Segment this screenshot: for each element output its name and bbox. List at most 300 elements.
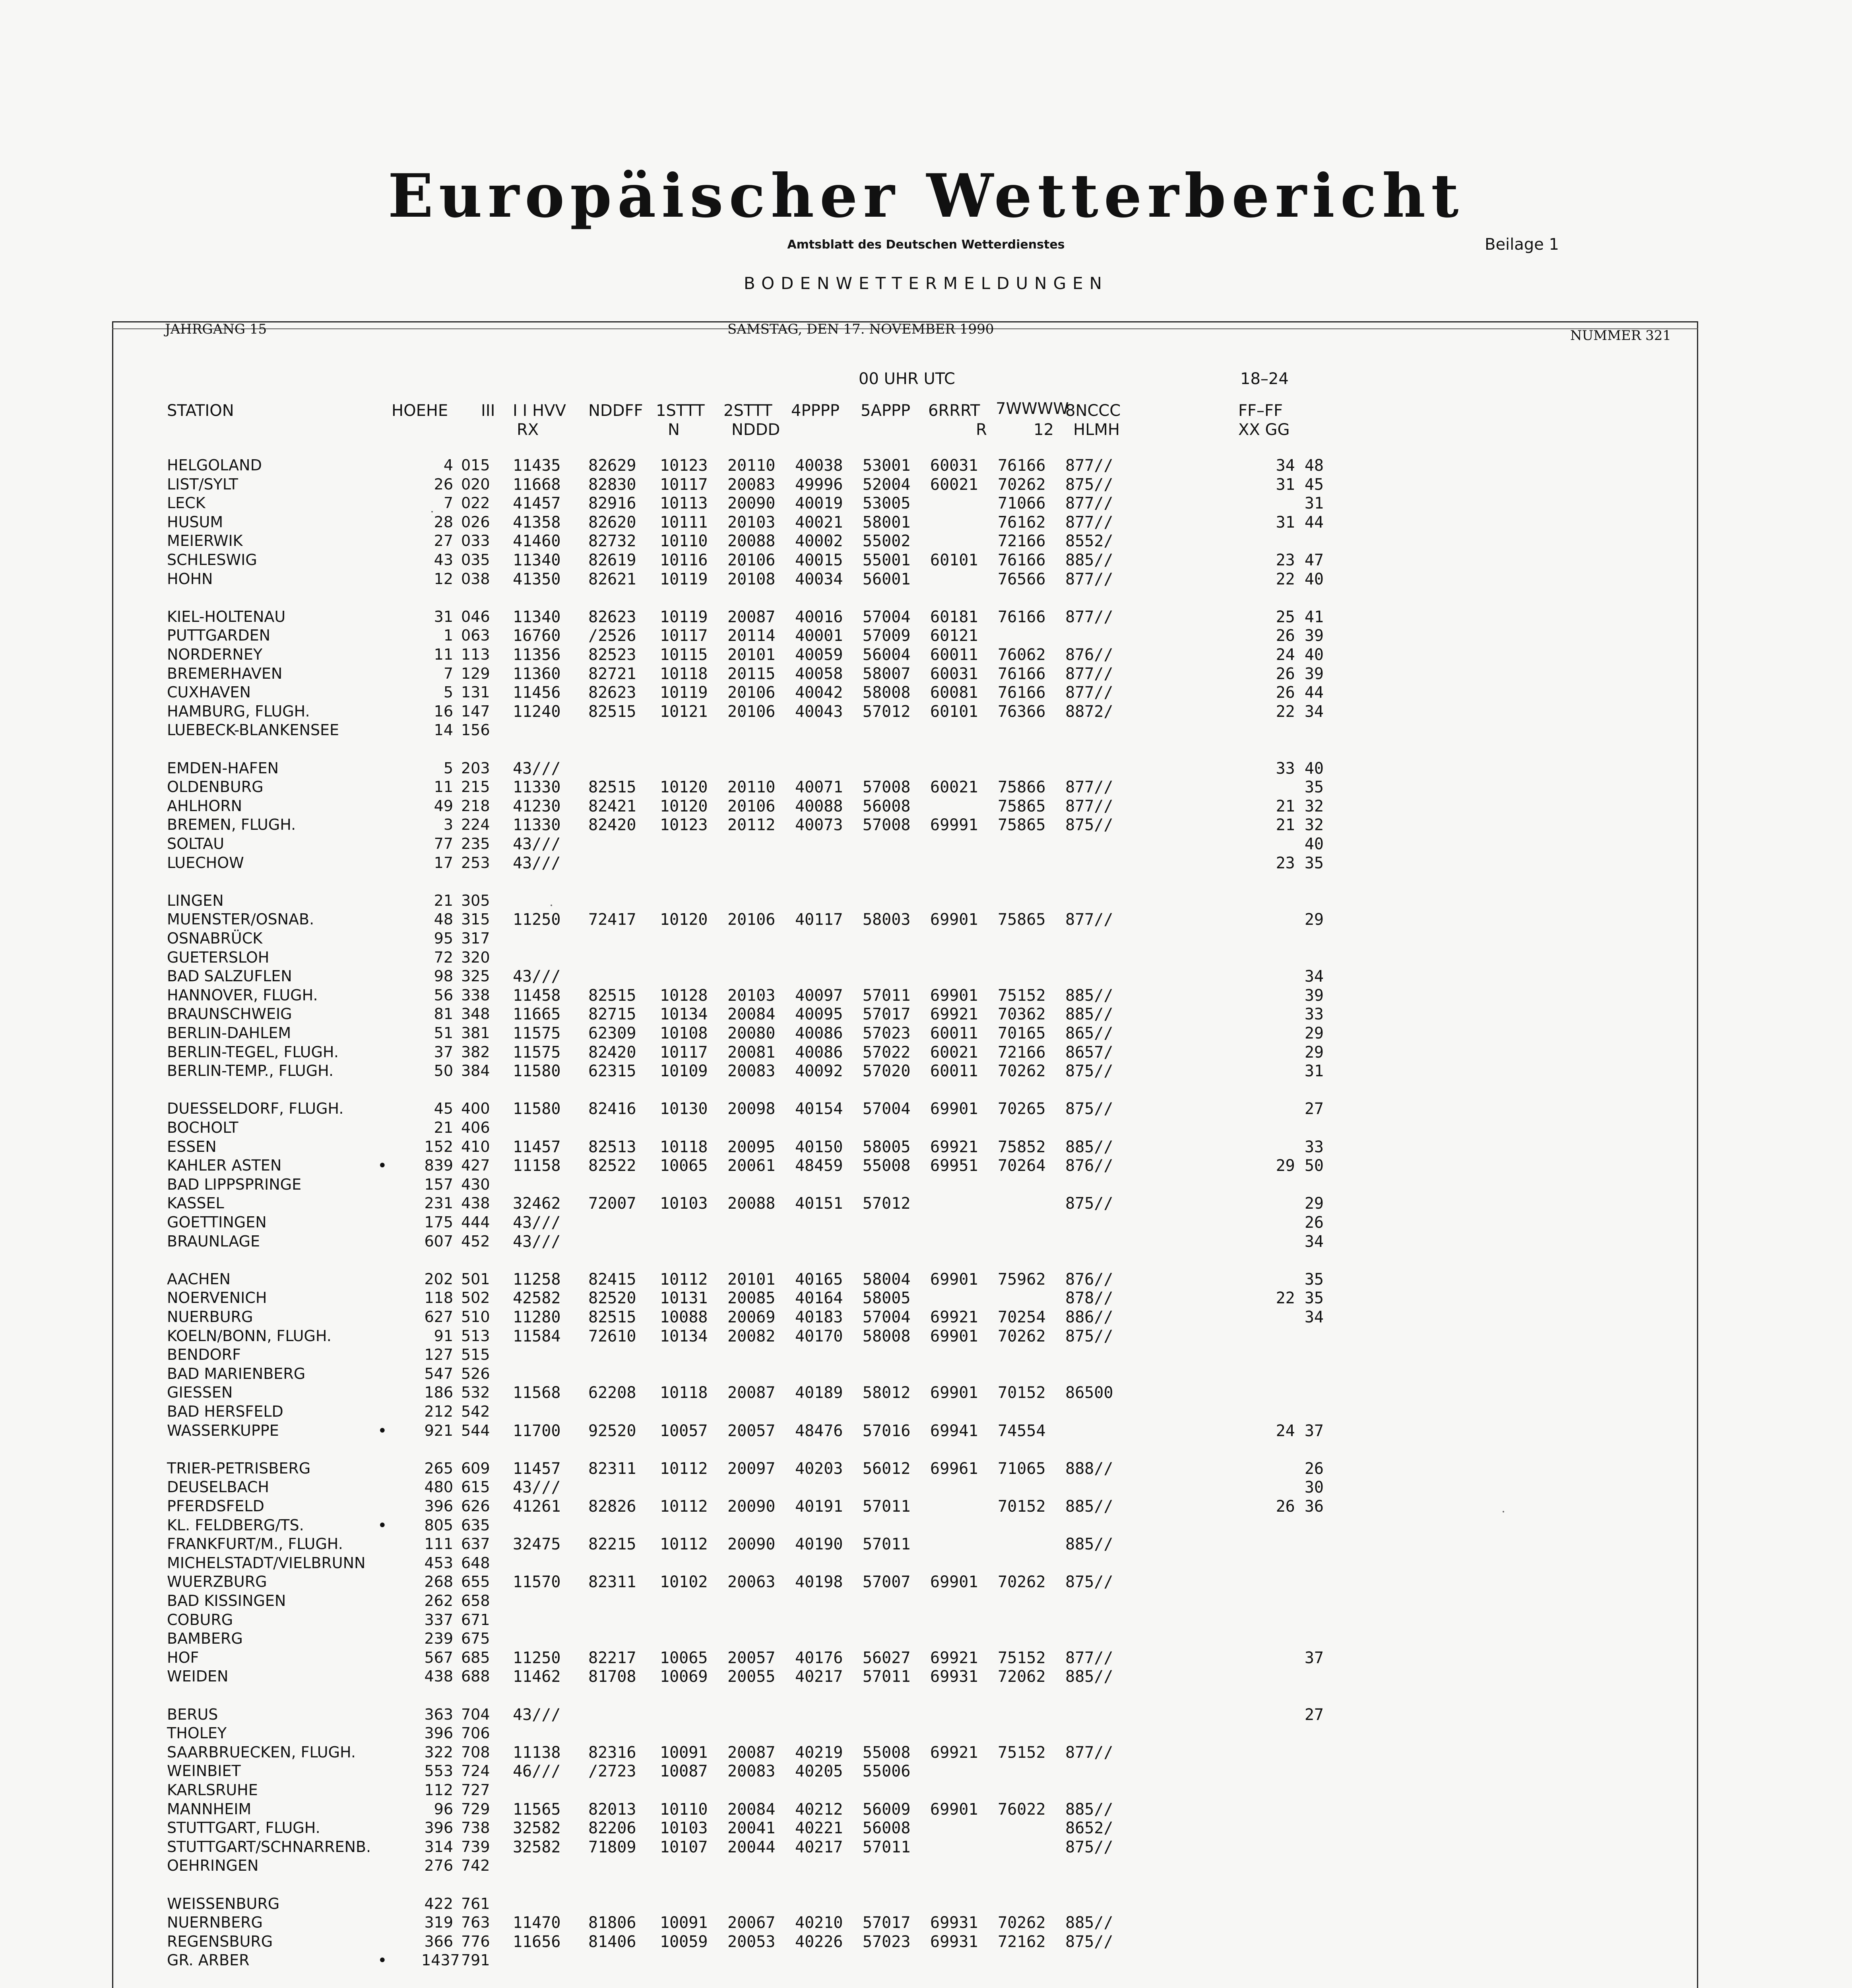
table-row (0, 703, 1852, 722)
station-name: LECK (167, 494, 206, 512)
table-row (0, 1933, 1852, 1952)
station-height: 627 (424, 1308, 453, 1326)
column-header-c2: NDDFF (588, 402, 643, 420)
table-row (0, 1592, 1852, 1611)
station-name: WUERZBURG (167, 1573, 267, 1590)
table-row (0, 1724, 1852, 1743)
obs-group-3: 10118 (660, 1384, 708, 1402)
station-index: 675 (461, 1630, 490, 1647)
obs-group-7: 60011 (930, 646, 978, 664)
table-row (0, 930, 1852, 949)
station-index: 658 (461, 1592, 490, 1609)
station-index: 038 (461, 570, 490, 588)
obs-group-1: 11457 (513, 1138, 561, 1156)
obs-group-7: 69901 (930, 1327, 978, 1345)
station-name: STUTTGART, FLUGH. (167, 1819, 320, 1837)
gust-value: 33 (1304, 1005, 1324, 1023)
column-header-c1a: I I HVV (513, 402, 566, 420)
station-name: THOLEY (167, 1724, 227, 1742)
column-header-c3a: 1STTT (656, 402, 705, 420)
station-name: WEIDEN (167, 1668, 229, 1685)
gust-value: 29 50 (1276, 1157, 1324, 1175)
obs-group-5: 40205 (795, 1762, 843, 1780)
obs-group-2: 82620 (588, 513, 636, 532)
obs-group-8: 76566 (998, 570, 1046, 588)
station-name: BAD LIPPSPRINGE (167, 1176, 302, 1193)
table-row (0, 1384, 1852, 1403)
table-row (0, 1611, 1852, 1630)
column-header-c7b: R (976, 421, 987, 439)
station-index: 315 (461, 911, 490, 928)
obs-group-6: 57008 (863, 778, 911, 796)
obs-group-6: 57011 (863, 1838, 911, 1856)
obs-group-5: 40086 (795, 1043, 843, 1062)
obs-group-9: 877// (1065, 797, 1113, 815)
obs-group-5: 40191 (795, 1497, 843, 1516)
obs-group-6: 57016 (863, 1422, 911, 1440)
table-row (0, 1233, 1852, 1252)
obs-group-8: 75865 (998, 816, 1046, 834)
station-index: 502 (461, 1289, 490, 1307)
station-height: 72 (434, 949, 453, 966)
obs-group-4: 20098 (727, 1100, 776, 1118)
obs-group-9: 885// (1065, 1138, 1113, 1156)
obs-group-1: 11575 (513, 1043, 561, 1062)
obs-group-6: 55001 (863, 551, 911, 569)
obs-group-3: 10123 (660, 456, 708, 475)
obs-group-2: 72417 (588, 911, 636, 929)
table-row (0, 494, 1852, 513)
gust-value: 30 (1304, 1478, 1324, 1497)
station-index: 381 (461, 1024, 490, 1042)
obs-group-8: 76062 (998, 646, 1046, 664)
station-name: BERLIN-DAHLEM (167, 1024, 291, 1042)
obs-group-8: 70264 (998, 1157, 1046, 1175)
station-name: FRANKFURT/M., FLUGH. (167, 1535, 343, 1553)
station-height: 265 (424, 1460, 453, 1477)
table-row (0, 759, 1852, 779)
obs-group-6: 57008 (863, 816, 911, 834)
obs-group-7: 69961 (930, 1460, 978, 1478)
table-row (0, 532, 1852, 551)
obs-group-2: 81806 (588, 1914, 636, 1932)
station-index: 727 (461, 1781, 490, 1799)
station-height: 17 (434, 854, 453, 872)
obs-group-8: 75152 (998, 1743, 1046, 1762)
obs-group-4: 20090 (727, 494, 776, 513)
gust-value: 31 45 (1276, 476, 1324, 494)
gust-value: 39 (1304, 986, 1324, 1005)
table-row (0, 835, 1852, 854)
table-row (0, 797, 1852, 816)
station-index: 739 (461, 1838, 490, 1856)
gust-value: 34 48 (1276, 456, 1324, 475)
gust-value: 23 47 (1276, 551, 1324, 569)
obs-group-6: 58005 (863, 1138, 911, 1156)
obs-group-8: 75852 (998, 1138, 1046, 1156)
column-header-c3b: N (668, 421, 680, 439)
station-index: 305 (461, 892, 490, 909)
obs-group-4: 20067 (727, 1914, 776, 1932)
obs-group-9: 877// (1065, 608, 1113, 626)
obs-group-5: 40086 (795, 1024, 843, 1043)
station-index: 022 (461, 494, 490, 512)
obs-group-3: 10088 (660, 1308, 708, 1326)
obs-group-7: 60121 (930, 627, 978, 645)
table-row (0, 1573, 1852, 1592)
station-name: WASSERKUPPE (167, 1422, 279, 1439)
obs-group-1: 43/// (513, 1233, 561, 1251)
station-index: 325 (461, 967, 490, 985)
column-header-ffa: FF–FF (1238, 402, 1283, 420)
gust-value: 24 40 (1276, 646, 1324, 664)
table-row (0, 1119, 1852, 1138)
obs-group-2: 62208 (588, 1384, 636, 1402)
station-height: 319 (424, 1914, 453, 1931)
obs-group-1: 41358 (513, 513, 561, 532)
table-row (0, 1762, 1852, 1781)
station-height: 12 (434, 570, 453, 588)
station-name: GIESSEN (167, 1384, 233, 1401)
obs-group-7: 69921 (930, 1743, 978, 1762)
obs-group-3: 10134 (660, 1005, 708, 1023)
table-row (0, 1157, 1852, 1176)
column-header-ffb: XX GG (1238, 421, 1290, 439)
column-header-c9a: 8NCCC (1065, 402, 1121, 420)
station-height: 77 (434, 835, 453, 852)
obs-group-9: 885// (1065, 986, 1113, 1005)
table-row (0, 1005, 1852, 1024)
obs-group-4: 20057 (727, 1649, 776, 1667)
table-row (0, 1554, 1852, 1573)
obs-group-9: 885// (1065, 551, 1113, 569)
table-row (0, 570, 1852, 589)
obs-group-4: 20083 (727, 1762, 776, 1780)
station-name: LUECHOW (167, 854, 244, 872)
obs-group-5: 40071 (795, 778, 843, 796)
obs-group-7: 60031 (930, 665, 978, 683)
station-height: 98 (434, 967, 453, 985)
obs-group-9: 877// (1065, 570, 1113, 588)
obs-group-4: 20106 (727, 551, 776, 569)
obs-group-6: 53001 (863, 456, 911, 475)
station-name: HOHN (167, 570, 213, 588)
obs-group-1: 11470 (513, 1914, 561, 1932)
station-name: SCHLESWIG (167, 551, 257, 569)
station-index: 742 (461, 1857, 490, 1874)
obs-group-5: 40183 (795, 1308, 843, 1326)
obs-group-2: 82916 (588, 494, 636, 513)
obs-group-5: 40095 (795, 1005, 843, 1023)
table-row (0, 476, 1852, 495)
obs-group-7: 69901 (930, 1100, 978, 1118)
obs-group-4: 20080 (727, 1024, 776, 1043)
column-header-iii: III (481, 402, 495, 420)
mountain-station-marker: • (378, 1157, 387, 1175)
obs-group-9: 875// (1065, 1573, 1113, 1591)
obs-group-1: 43/// (513, 854, 561, 872)
station-index: 348 (461, 1005, 490, 1023)
station-height: 314 (424, 1838, 453, 1856)
gust-value: 26 39 (1276, 665, 1324, 683)
obs-group-9: 8552/ (1065, 532, 1113, 550)
obs-group-1: 11580 (513, 1062, 561, 1080)
obs-group-3: 10112 (660, 1497, 708, 1516)
obs-group-8: 70262 (998, 1914, 1046, 1932)
station-index: 253 (461, 854, 490, 872)
gust-value: 35 (1304, 778, 1324, 796)
station-height: 21 (434, 892, 453, 909)
obs-group-2: 82522 (588, 1157, 636, 1175)
station-height: 111 (424, 1535, 453, 1553)
gust-value: 22 40 (1276, 570, 1324, 588)
column-header-c6: 5APPP (861, 402, 911, 420)
obs-group-9: 875// (1065, 1933, 1113, 1951)
obs-group-1: 41350 (513, 570, 561, 588)
obs-group-5: 40154 (795, 1100, 843, 1118)
obs-group-4: 20082 (727, 1327, 776, 1345)
obs-group-4: 20081 (727, 1043, 776, 1062)
station-index: 035 (461, 551, 490, 569)
station-height: 453 (424, 1554, 453, 1572)
station-name: BOCHOLT (167, 1119, 239, 1136)
station-height: 49 (434, 797, 453, 815)
station-index: 635 (461, 1516, 490, 1534)
station-name: GOETTINGEN (167, 1213, 267, 1231)
gust-value: 22 34 (1276, 703, 1324, 721)
station-height: 438 (424, 1668, 453, 1685)
station-index: 215 (461, 778, 490, 796)
station-index: 510 (461, 1308, 490, 1326)
station-height: 91 (434, 1327, 453, 1345)
obs-group-7: 60021 (930, 1043, 978, 1062)
station-height: 56 (434, 986, 453, 1004)
table-row (0, 1800, 1852, 1819)
obs-group-6: 58007 (863, 665, 911, 683)
obs-group-7: 69921 (930, 1005, 978, 1023)
obs-group-2: 82629 (588, 456, 636, 475)
column-header-c8a: 7WWWW (996, 400, 1069, 418)
obs-group-2: 82515 (588, 703, 636, 721)
obs-group-2: 82311 (588, 1460, 636, 1478)
obs-group-9: 885// (1065, 1497, 1113, 1516)
station-index: 063 (461, 627, 490, 644)
obs-group-1: 43/// (513, 759, 561, 778)
obs-group-6: 57004 (863, 1100, 911, 1118)
station-name: MEIERWIK (167, 532, 243, 549)
obs-group-5: 40151 (795, 1194, 843, 1213)
station-name: NORDERNEY (167, 646, 263, 663)
obs-group-4: 20041 (727, 1819, 776, 1837)
obs-group-3: 10120 (660, 778, 708, 796)
obs-group-5: 40097 (795, 986, 843, 1005)
obs-group-2: 82721 (588, 665, 636, 683)
station-index: 763 (461, 1914, 490, 1931)
gust-value: 29 (1304, 1024, 1324, 1043)
column-header-c8b: 12 (1034, 421, 1054, 439)
obs-group-4: 20103 (727, 513, 776, 532)
obs-group-8: 70254 (998, 1308, 1046, 1326)
obs-group-8: 76166 (998, 551, 1046, 569)
station-name: HUSUM (167, 513, 223, 531)
station-height: 27 (434, 532, 453, 549)
station-height: 152 (424, 1138, 453, 1155)
obs-group-4: 20106 (727, 797, 776, 815)
table-row (0, 646, 1852, 665)
obs-group-6: 58003 (863, 911, 911, 929)
station-name: PFERDSFELD (167, 1497, 264, 1515)
obs-group-1: 16760 (513, 627, 561, 645)
obs-group-6: 56008 (863, 797, 911, 815)
station-name: BREMERHAVEN (167, 665, 283, 682)
table-row (0, 1516, 1852, 1536)
obs-group-9: 877// (1065, 513, 1113, 532)
obs-group-5: 40059 (795, 646, 843, 664)
station-name: LIST/SYLT (167, 476, 238, 493)
station-height: 366 (424, 1933, 453, 1950)
obs-group-4: 20115 (727, 665, 776, 683)
station-height: 322 (424, 1743, 453, 1761)
obs-group-5: 40217 (795, 1668, 843, 1686)
table-row (0, 1422, 1852, 1441)
mountain-station-marker: • (378, 1422, 387, 1440)
table-row (0, 854, 1852, 873)
station-height: 363 (424, 1706, 453, 1723)
obs-group-2: 82826 (588, 1497, 636, 1516)
table-row (0, 1914, 1852, 1933)
obs-group-7: 60081 (930, 683, 978, 702)
obs-group-4: 20088 (727, 532, 776, 550)
station-index: 513 (461, 1327, 490, 1345)
obs-group-5: 40058 (795, 665, 843, 683)
gust-value: 29 (1304, 911, 1324, 929)
obs-group-4: 20114 (727, 627, 776, 645)
obs-group-2: 82515 (588, 778, 636, 796)
obs-group-9: 875// (1065, 476, 1113, 494)
station-index: 026 (461, 513, 490, 531)
station-height: 1 (443, 627, 453, 644)
obs-group-1: 32475 (513, 1535, 561, 1553)
obs-group-2: 82623 (588, 608, 636, 626)
obs-group-1: 11668 (513, 476, 561, 494)
obs-group-4: 20087 (727, 608, 776, 626)
obs-group-3: 10118 (660, 1138, 708, 1156)
station-index: 515 (461, 1346, 490, 1363)
table-row (0, 1213, 1852, 1233)
gust-value: 26 39 (1276, 627, 1324, 645)
obs-group-8: 70265 (998, 1100, 1046, 1118)
station-index: 400 (461, 1100, 490, 1117)
station-name: BERUS (167, 1706, 218, 1723)
obs-group-1: 11580 (513, 1100, 561, 1118)
obs-group-7: 60181 (930, 608, 978, 626)
obs-group-5: 40217 (795, 1838, 843, 1856)
obs-group-7: 60101 (930, 703, 978, 721)
station-index: 648 (461, 1554, 490, 1572)
obs-group-2: 82515 (588, 1308, 636, 1326)
obs-group-9: 877// (1065, 456, 1113, 475)
obs-group-4: 20106 (727, 911, 776, 929)
table-row (0, 551, 1852, 570)
obs-group-2: 72610 (588, 1327, 636, 1345)
obs-group-3: 10117 (660, 476, 708, 494)
obs-group-2: 82420 (588, 1043, 636, 1062)
station-name: MICHELSTADT/VIELBRUNN (167, 1554, 366, 1572)
gust-value: 33 (1304, 1138, 1324, 1156)
station-height: 96 (434, 1800, 453, 1818)
obs-group-3: 10112 (660, 1535, 708, 1553)
obs-group-6: 57012 (863, 703, 911, 721)
station-index: 224 (461, 816, 490, 833)
station-height: 45 (434, 1100, 453, 1117)
station-height: 26 (434, 476, 453, 493)
obs-group-6: 58008 (863, 1327, 911, 1345)
obs-group-9: 877// (1065, 911, 1113, 929)
obs-group-9: 8872/ (1065, 703, 1113, 721)
station-height: 37 (434, 1043, 453, 1061)
station-height: 7 (443, 494, 453, 512)
station-height: 5 (443, 759, 453, 777)
station-height: 337 (424, 1611, 453, 1629)
station-index: 410 (461, 1138, 490, 1155)
obs-group-1: 43/// (513, 1213, 561, 1232)
obs-group-6: 57011 (863, 986, 911, 1005)
obs-group-5: 40210 (795, 1914, 843, 1932)
station-index: 637 (461, 1535, 490, 1553)
table-row (0, 683, 1852, 703)
obs-group-7: 69951 (930, 1157, 978, 1175)
obs-group-2: 82732 (588, 532, 636, 550)
obs-group-5: 48459 (795, 1157, 843, 1175)
station-name: WEINBIET (167, 1762, 241, 1780)
obs-group-2: 82217 (588, 1649, 636, 1667)
obs-group-8: 75866 (998, 778, 1046, 796)
station-height: 422 (424, 1895, 453, 1912)
obs-group-1: 11456 (513, 683, 561, 702)
obs-group-1: 11158 (513, 1157, 561, 1175)
obs-group-1: 11435 (513, 456, 561, 475)
station-height: 14 (434, 721, 453, 739)
obs-group-5: 40034 (795, 570, 843, 588)
nummer-label: NUMMER 321 (1570, 328, 1672, 344)
table-row (0, 1176, 1852, 1195)
obs-group-8: 75152 (998, 1649, 1046, 1667)
obs-group-5: 40221 (795, 1819, 843, 1837)
table-row (0, 1649, 1852, 1668)
obs-group-7: 60101 (930, 551, 978, 569)
station-name: PUTTGARDEN (167, 627, 271, 644)
station-name: HANNOVER, FLUGH. (167, 986, 318, 1004)
obs-group-3: 10111 (660, 513, 708, 532)
obs-group-9: 877// (1065, 778, 1113, 796)
station-index: 384 (461, 1062, 490, 1079)
obs-group-5: 40189 (795, 1384, 843, 1402)
obs-group-3: 10102 (660, 1573, 708, 1591)
gust-value: 29 (1304, 1194, 1324, 1213)
obs-group-3: 10131 (660, 1289, 708, 1307)
station-height: 480 (424, 1478, 453, 1496)
obs-group-3: 10103 (660, 1819, 708, 1837)
obs-group-4: 20090 (727, 1497, 776, 1516)
station-name: REGENSBURG (167, 1933, 273, 1950)
obs-group-9: 877// (1065, 1649, 1113, 1667)
obs-group-1: 41230 (513, 797, 561, 815)
obs-group-6: 57022 (863, 1043, 911, 1062)
obs-group-8: 70262 (998, 1327, 1046, 1345)
obs-group-1: 41460 (513, 532, 561, 550)
obs-group-3: 10115 (660, 646, 708, 664)
obs-group-1: 32462 (513, 1194, 561, 1213)
